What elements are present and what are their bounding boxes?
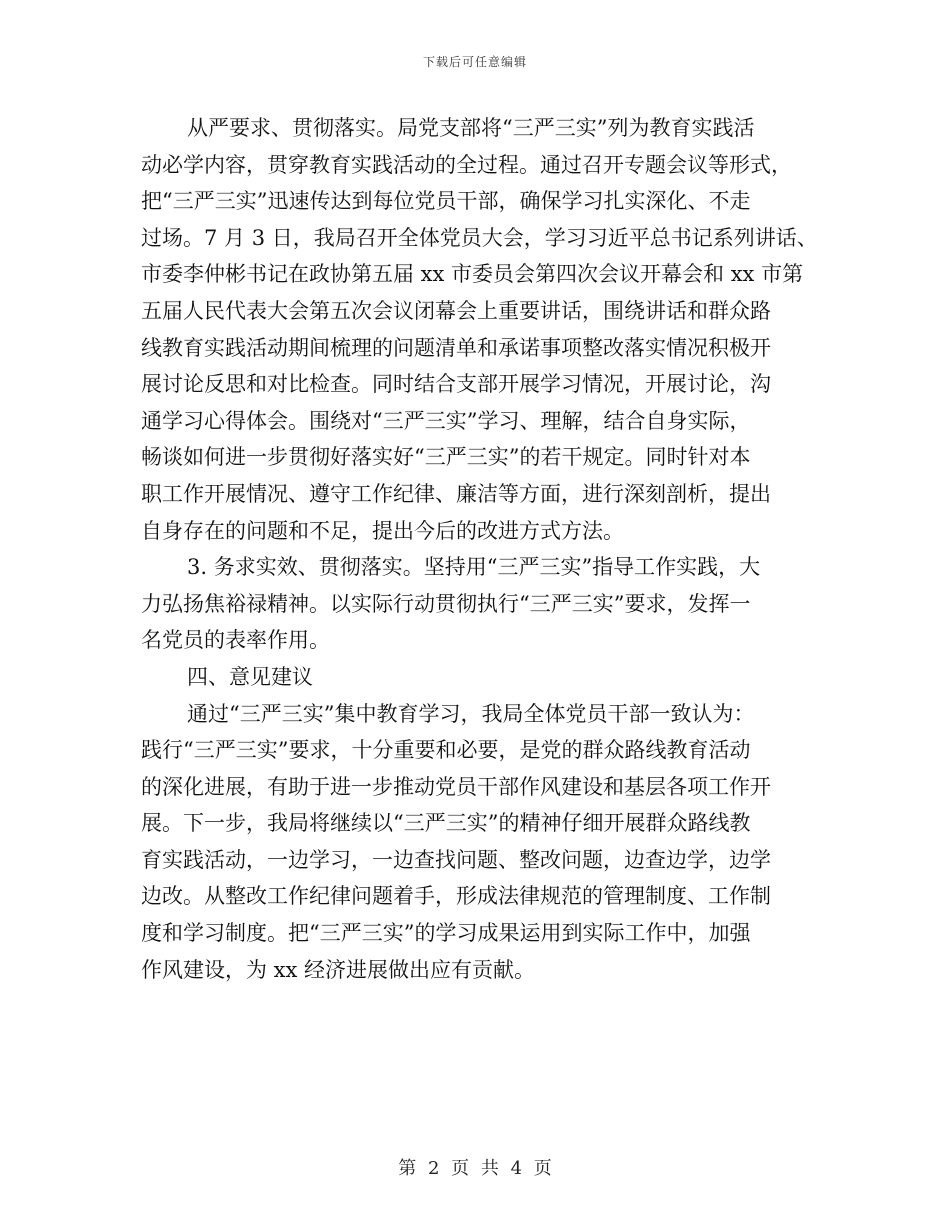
- page-number: 第 2 页 共 4 页: [398, 1158, 552, 1179]
- paragraph-line: 市委李仲彬书记在政协第五届 xx 市委员会第四次会议开幕会和 xx 市第: [141, 262, 804, 287]
- paragraph-line: 职工作开展情况、遵守工作纪律、廉洁等方面，进行深刻剖析，提出: [141, 481, 771, 506]
- paragraph-line: 过场。7 月 3 日，我局召开全体党员大会，学习习近平总书记系列讲话、: [141, 225, 818, 250]
- paragraph-line: 线教育实践活动期间梳理的问题清单和承诺事项整改落实情况积极开: [141, 335, 771, 360]
- page-header-note: 下载后可任意编辑: [422, 55, 527, 69]
- paragraph-line: 展。下一步，我局将继续以“三严三实”的精神仔细开展群众路线教: [141, 811, 751, 836]
- paragraph-line: 育实践活动，一边学习，一边查找问题、整改问题，边查边学，边学: [141, 847, 771, 872]
- section-heading: 四、意见建议: [187, 664, 313, 689]
- paragraph-line: 把“三严三实”迅速传达到每位党员干部，确保学习扎实深化、不走: [141, 189, 751, 214]
- paragraph-line: 的深化进展，有助于进一步推动党员干部作风建设和基层各项工作开: [141, 774, 771, 799]
- paragraph-line: 名党员的表率作用。: [141, 628, 330, 653]
- paragraph-line: 五届人民代表大会第五次会议闭幕会上重要讲话，围绕讲话和群众路: [141, 298, 771, 323]
- paragraph-line: 畅谈如何进一步贯彻好落实好“三严三实”的若干规定。同时针对本: [141, 445, 751, 470]
- paragraph-line: 展讨论反思和对比检查。同时结合支部开展学习情况，开展讨论，沟: [141, 372, 771, 397]
- paragraph-line: 通过“三严三实”集中教育学习，我局全体党员干部一致认为：: [187, 701, 755, 726]
- paragraph-line: 3. 务求实效、贯彻落实。坚持用“三严三实”指导工作实践，大: [187, 555, 761, 580]
- paragraph-line: 从严要求、贯彻落实。局党支部将“三严三实”列为教育实践活: [187, 116, 755, 140]
- paragraph-line: 度和学习制度。把“三严三实”的学习成果运用到实际工作中，加强: [141, 921, 751, 946]
- paragraph-line: 作风建设，为 xx 经济进展做出应有贡献。: [141, 957, 536, 982]
- paragraph-line: 力弘扬焦裕禄精神。以实际行动贯彻执行“三严三实”要求，发挥一: [141, 591, 751, 616]
- paragraph-line: 边改。从整改工作纪律问题着手，形成法律规范的管理制度、工作制: [141, 884, 771, 909]
- paragraph-line: 动必学内容，贯穿教育实践活动的全过程。通过召开专题会议等形式，: [141, 152, 792, 177]
- paragraph-line: 自身存在的问题和不足，提出今后的改进方式方法。: [141, 518, 624, 543]
- paragraph-line: 通学习心得体会。围绕对“三严三实”学习、理解，结合自身实际，: [141, 408, 751, 433]
- document-body: [141, 110, 821, 988]
- paragraph-line: 践行“三严三实”要求，十分重要和必要，是党的群众路线教育活动: [141, 738, 751, 763]
